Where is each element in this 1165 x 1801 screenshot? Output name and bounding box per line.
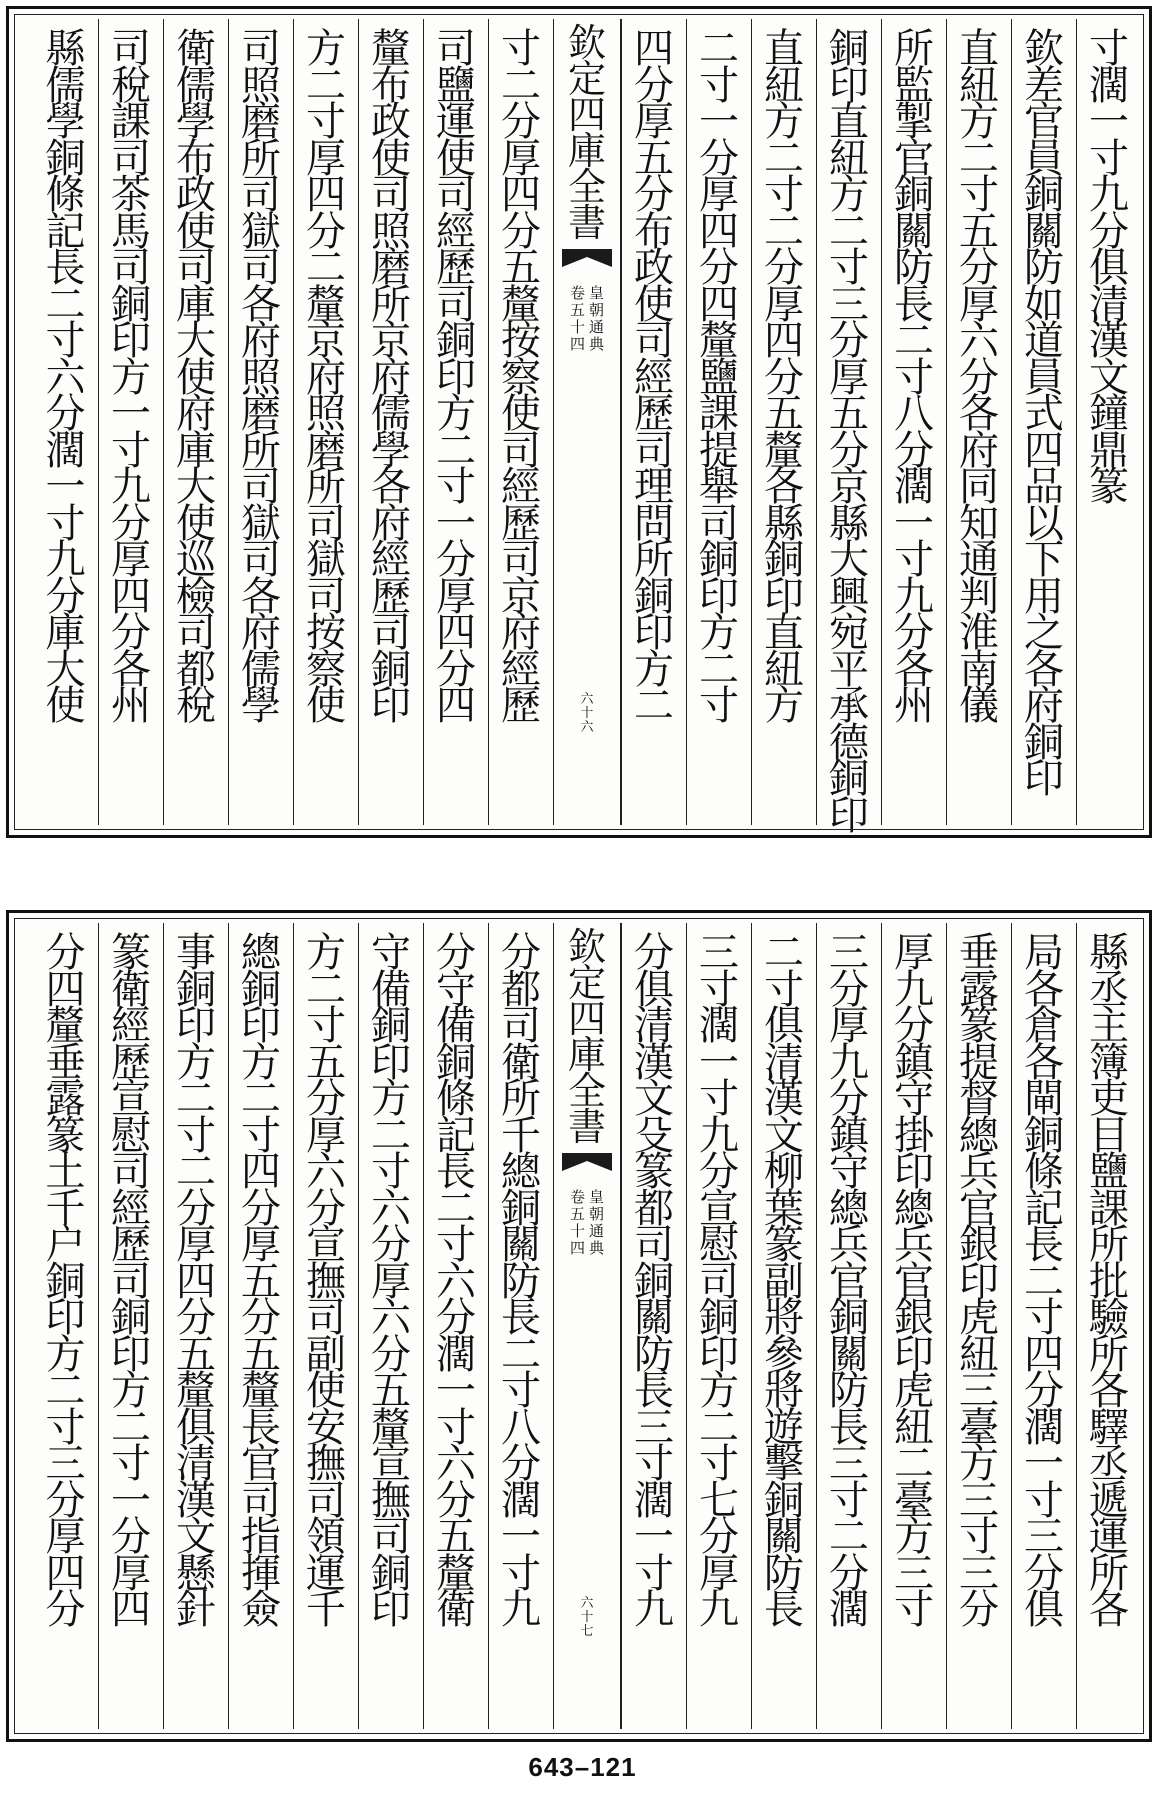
book-title: 欽 定 四 庫 全 書	[567, 21, 606, 245]
text-column-left-6: 事 銅 印 方 二 寸 二 分 厚 四 分 五 釐 俱 清 漢 文 懸 針	[163, 923, 228, 1729]
text-column-left-4: 方 二 寸 五 分 厚 六 分 宣 撫 司 副 使 安 撫 司 領 運 千	[293, 923, 358, 1729]
text-column-right-3: 直 紐 方 二 寸 五 分 厚 六 分 各 府 同 知 通 判 淮 南 儀	[946, 19, 1011, 825]
volume-label: 卷 五 十 四	[569, 284, 585, 353]
text-column-left-1: 分 都 司 衛 所 千 總 銅 關 防 長 二 寸 八 分 濶 一 寸 九	[488, 923, 553, 1729]
center-fold-strip	[553, 923, 621, 1729]
text-column-right-6: 二 寸 俱 清 漢 文 柳 葉 篆 副 將 參 將 遊 擊 銅 關 防 長	[751, 923, 816, 1729]
text-column-right-3: 垂 露 篆 提 督 總 兵 官 銀 印 虎 紐 三 臺 方 三 寸 三 分	[946, 923, 1011, 1729]
page-number: 643–121	[528, 1752, 637, 1782]
text-column-left-8: 分 四 釐 垂 露 篆 土 千 户 銅 印 方 二 寸 三 分 厚 四 分	[45, 930, 86, 1633]
text-column-left-7: 篆 衛 經 歷 宣 慰 司 經 歷 司 銅 印 方 二 寸 一 分 厚 四	[98, 923, 163, 1729]
book-title: 欽 定 四 庫 全 書	[567, 925, 606, 1149]
text-column-right-1: 縣 丞 主 簿 吏 目 鹽 課 所 批 驗 所 各 驛 丞 遞 運 所 各	[1076, 923, 1141, 1729]
text-column-right-6: 直 紐 方 二 寸 二 分 厚 四 分 五 釐 各 縣 銅 印 直 紐 方	[751, 19, 816, 825]
upper-page	[6, 6, 1152, 838]
text-column-left-6: 衛 儒 學 布 政 使 司 庫 大 使 府 庫 大 使 巡 檢 司 都 稅	[163, 19, 228, 825]
text-column-left-3: 釐 布 政 使 司 照 磨 所 京 府 儒 學 各 府 經 歷 司 銅 印	[358, 19, 423, 825]
fish-tail-ornament	[560, 1151, 614, 1173]
text-column-right-4: 所 監 掣 官 銅 關 防 長 二 寸 八 分 濶 一 寸 九 分 各 州	[881, 19, 946, 825]
text-column-right-7: 二 寸 一 分 厚 四 分 四 釐 鹽 課 提 舉 司 銅 印 方 二 寸	[686, 19, 751, 825]
text-column-left-8: 縣 儒 學 銅 條 記 長 二 寸 六 分 濶 一 寸 九 分 庫 大 使	[45, 26, 86, 729]
lower-page	[6, 910, 1152, 1742]
center-fold-strip	[553, 19, 621, 825]
text-column-right-2: 欽 差 官 員 銅 關 防 如 道 員 式 四 品 以 下 用 之 各 府 銅 印	[1011, 19, 1076, 825]
text-column-right-8: 分 俱 清 漢 文 殳 篆 都 司 銅 關 防 長 三 寸 濶 一 寸 九	[621, 923, 686, 1729]
text-column-left-4: 方 二 寸 厚 四 分 二 釐 京 府 照 磨 所 司 獄 司 按 察 使	[293, 19, 358, 825]
text-column-left-2: 司 鹽 運 使 司 經 歷 司 銅 印 方 二 寸 一 分 厚 四 分 四	[423, 19, 488, 825]
section-label: 皇 朝 通 典	[589, 1188, 605, 1257]
text-column-right-5: 三 分 厚 九 分 鎮 守 總 兵 官 銅 關 防 長 三 寸 二 分 濶	[816, 923, 881, 1729]
fish-tail-ornament	[560, 247, 614, 269]
text-column-right-8: 四 分 厚 五 分 布 政 使 司 經 歷 司 理 問 所 銅 印 方 二	[621, 19, 686, 825]
text-column-left-5: 總 銅 印 方 二 寸 四 分 厚 五 分 五 釐 長 官 司 指 揮 僉	[228, 923, 293, 1729]
text-column-left-1: 寸 二 分 厚 四 分 五 釐 按 察 使 司 經 歷 司 京 府 經 歷	[488, 19, 553, 825]
section-label: 皇 朝 通 典	[589, 284, 605, 353]
text-column-right-7: 三 寸 濶 一 寸 九 分 宣 慰 司 銅 印 方 二 寸 七 分 厚 九	[686, 923, 751, 1729]
volume-label: 卷 五 十 四	[569, 1188, 585, 1257]
text-column-left-2: 分 守 備 銅 條 記 長 二 寸 六 分 濶 一 寸 六 分 五 釐 衛	[423, 923, 488, 1729]
text-column-left-3: 守 備 銅 印 方 二 寸 六 分 厚 六 分 五 釐 宣 撫 司 銅 印	[358, 923, 423, 1729]
folio-number: 六 十 六	[580, 692, 594, 735]
text-column-left-7: 司 稅 課 司 茶 馬 司 銅 印 方 一 寸 九 分 厚 四 分 各 州	[98, 19, 163, 825]
text-column-right-4: 厚 九 分 鎮 守 掛 印 總 兵 官 銀 印 虎 紐 二 臺 方 三 寸	[881, 923, 946, 1729]
folio-number: 六 十 七	[580, 1596, 594, 1639]
text-column-right-2: 局 各 倉 各 閘 銅 條 記 長 二 寸 四 分 濶 一 寸 三 分 俱	[1011, 923, 1076, 1729]
text-column-right-5: 銅 印 直 紐 方 二 寸 三 分 厚 五 分 京 縣 大 興 宛 平 承 德 銅 印	[816, 19, 881, 825]
text-column-left-5: 司 照 磨 所 司 獄 司 各 府 照 磨 所 司 獄 司 各 府 儒 學	[228, 19, 293, 825]
text-column-right-1: 寸 濶 一 寸 九 分 俱 清 漢 文 鐘 鼎 篆	[1076, 19, 1141, 825]
